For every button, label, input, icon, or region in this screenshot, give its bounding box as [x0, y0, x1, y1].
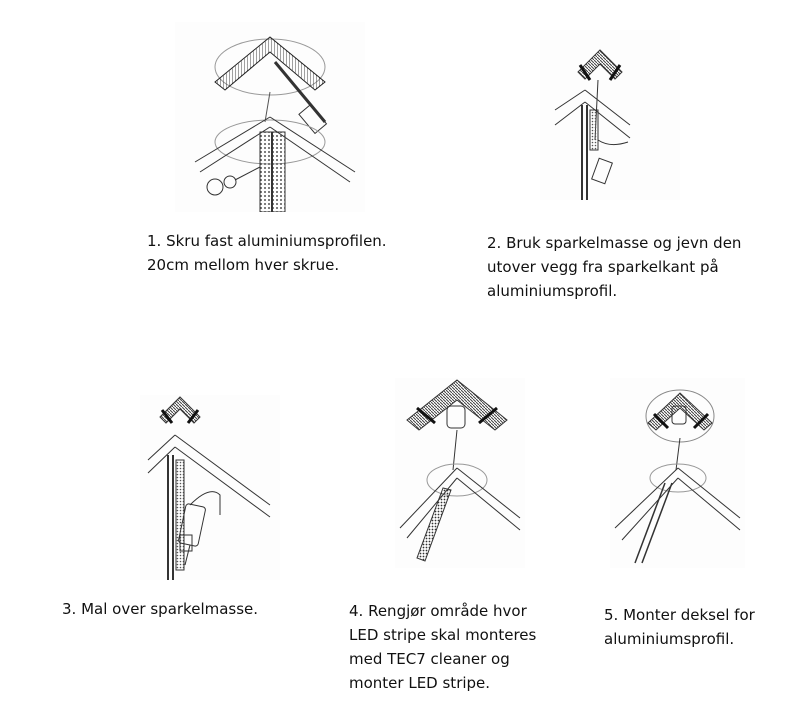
filler-spatula-illustration — [540, 30, 680, 200]
caption-line: 3. Mal over sparkelmasse. — [62, 600, 259, 618]
caption-line: aluminiumsprofil. — [604, 630, 735, 648]
step-2-caption — [487, 231, 741, 303]
cover-mount-illustration — [610, 378, 745, 568]
caption-line: med TEC7 cleaner og — [349, 650, 510, 668]
step-5-panel — [610, 378, 745, 568]
caption-line: monter LED stripe. — [349, 674, 491, 692]
caption-line: LED stripe skal monteres — [349, 626, 537, 644]
caption-line: 4. Rengjør område hvor — [349, 602, 527, 620]
caption-line: utover vegg fra sparkelkant på — [487, 258, 719, 276]
caption-line: 20cm mellom hver skrue. — [147, 256, 340, 274]
step-4-caption — [349, 599, 536, 695]
caption-line: 2. Bruk sparkelmasse og jevn den — [487, 234, 742, 252]
step-2-panel — [540, 30, 680, 200]
caption-line: 1. Skru fast aluminiumsprofilen. — [147, 232, 387, 250]
step-4-panel — [395, 378, 525, 568]
led-strip-illustration — [395, 378, 525, 568]
step-5-caption — [604, 603, 755, 651]
step-3-caption — [62, 597, 258, 621]
step-3-panel — [140, 395, 280, 580]
caption-line: 5. Monter deksel for — [604, 606, 755, 624]
caption-line: aluminiumsprofil. — [487, 282, 618, 300]
paint-roller-illustration — [140, 395, 280, 580]
screwing-profile-illustration — [175, 22, 365, 212]
step-1-panel — [175, 22, 365, 212]
step-1-caption — [147, 229, 387, 277]
